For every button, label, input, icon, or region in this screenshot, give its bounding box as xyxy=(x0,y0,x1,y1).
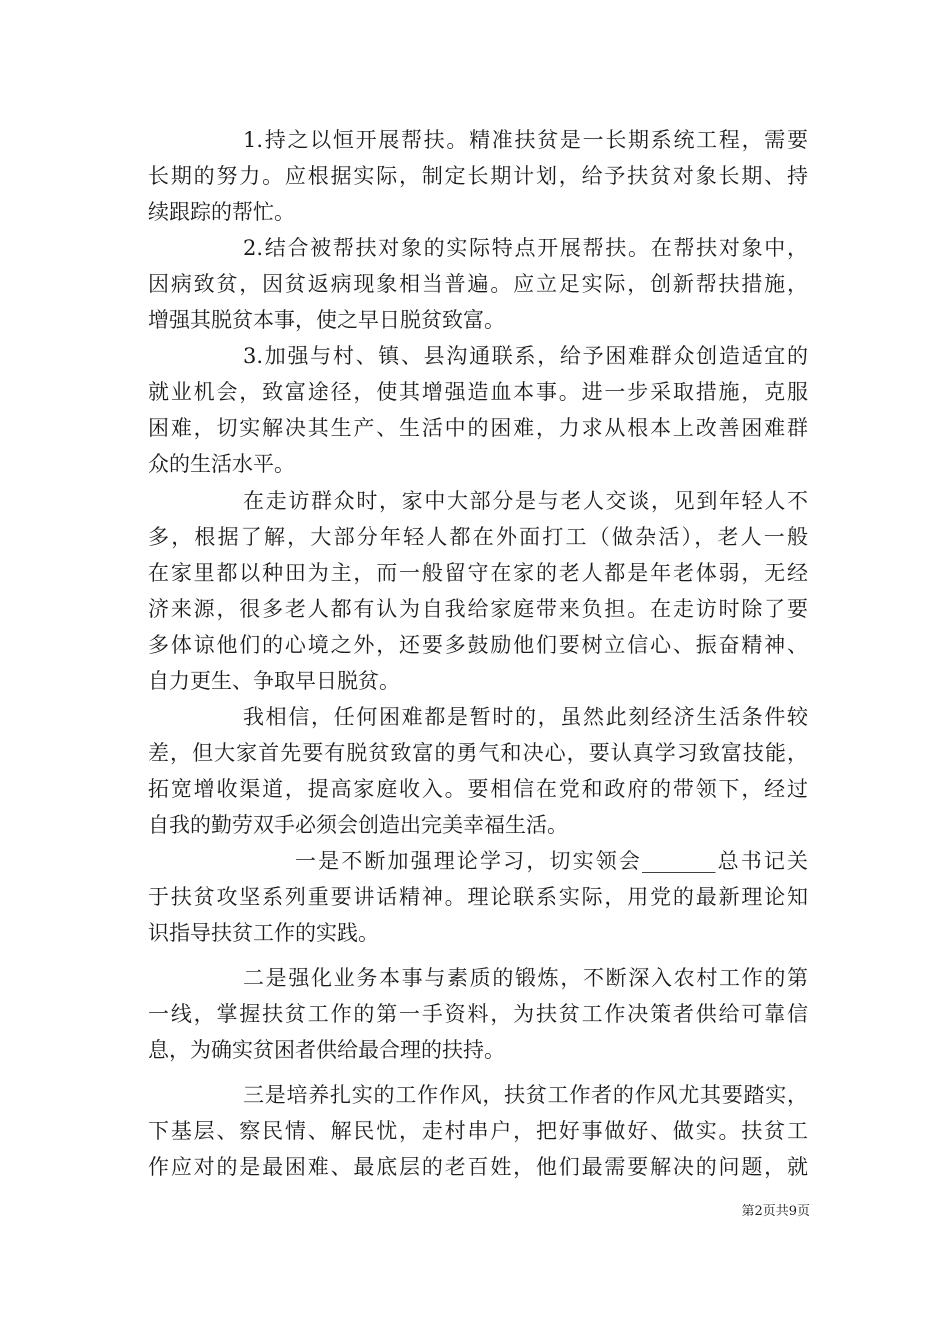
text-line: 困难，切实解决其生产、生活中的困难，力求从根本上改善困难群 xyxy=(148,416,808,440)
text-line: 长期的努力。应根据实际，制定长期计划，给予扶贫对象长期、持 xyxy=(148,164,808,188)
text-line: 在家里都以种田为主，而一般留守在家的老人都是年老体弱，无经 xyxy=(148,561,808,585)
text-line: 拓宽增收渠道，提高家庭收入。要相信在党和政府的带领下，经过 xyxy=(148,777,808,801)
text-line: 我相信，任何困难都是暂时的，虽然此刻经济生活条件较 xyxy=(243,705,808,729)
text-line: 自力更生、争取早日脱贫。 xyxy=(148,669,400,693)
page-number-footer: 第2页共9页 xyxy=(741,1204,810,1219)
text-line: 自我的勤劳双手必须会创造出完美幸福生活。 xyxy=(148,813,568,837)
text-line: 一是不断加强理论学习，切实领会_______总书记关 xyxy=(295,849,808,873)
text-line: 在走访群众时，家中大部分是与老人交谈，见到年轻人不 xyxy=(243,489,808,513)
text-line: 二是强化业务本事与素质的锻炼，不断深入农村工作的第 xyxy=(243,966,808,990)
text-line: 1.持之以恒开展帮扶。精准扶贫是一长期系统工程，需要 xyxy=(243,128,808,152)
text-line: 因病致贫，因贫返病现象相当普遍。应立足实际，创新帮扶措施， xyxy=(148,272,808,296)
text-line: 三是培养扎实的工作作风，扶贫工作者的作风尤其要踏实， xyxy=(243,1083,808,1107)
text-line: 济来源，很多老人都有认为自我给家庭带来负担。在走访时除了要 xyxy=(148,597,808,621)
text-line: 续跟踪的帮忙。 xyxy=(148,200,295,224)
text-line: 息，为确实贫困者供给最合理的扶持。 xyxy=(148,1038,505,1062)
text-line: 多体谅他们的心境之外，还要多鼓励他们要树立信心、振奋精神、 xyxy=(148,633,808,657)
text-line: 就业机会，致富途径，使其增强造血本事。进一步采取措施，克服 xyxy=(148,380,808,404)
text-line: 差，但大家首先要有脱贫致富的勇气和决心，要认真学习致富技能， xyxy=(148,741,808,765)
text-line: 多，根据了解，大部分年轻人都在外面打工（做杂活），老人一般 xyxy=(148,525,808,549)
text-line: 3.加强与村、镇、县沟通联系，给予困难群众创造适宜的 xyxy=(243,344,808,368)
text-line: 下基层、察民情、解民忧，走村串户，把好事做好、做实。扶贫工 xyxy=(148,1119,808,1143)
text-line: 众的生活水平。 xyxy=(148,452,295,476)
text-line: 于扶贫攻坚系列重要讲话精神。理论联系实际，用党的最新理论知 xyxy=(148,885,808,909)
text-line: 识指导扶贫工作的实践。 xyxy=(148,921,379,945)
text-line: 增强其脱贫本事，使之早日脱贫致富。 xyxy=(148,308,505,332)
text-line: 一线，掌握扶贫工作的第一手资料，为扶贫工作决策者供给可靠信 xyxy=(148,1002,808,1026)
text-line: 作应对的是最困难、最底层的老百姓，他们最需要解决的问题，就 xyxy=(148,1155,808,1179)
text-line: 2.结合被帮扶对象的实际特点开展帮扶。在帮扶对象中， xyxy=(243,236,808,260)
